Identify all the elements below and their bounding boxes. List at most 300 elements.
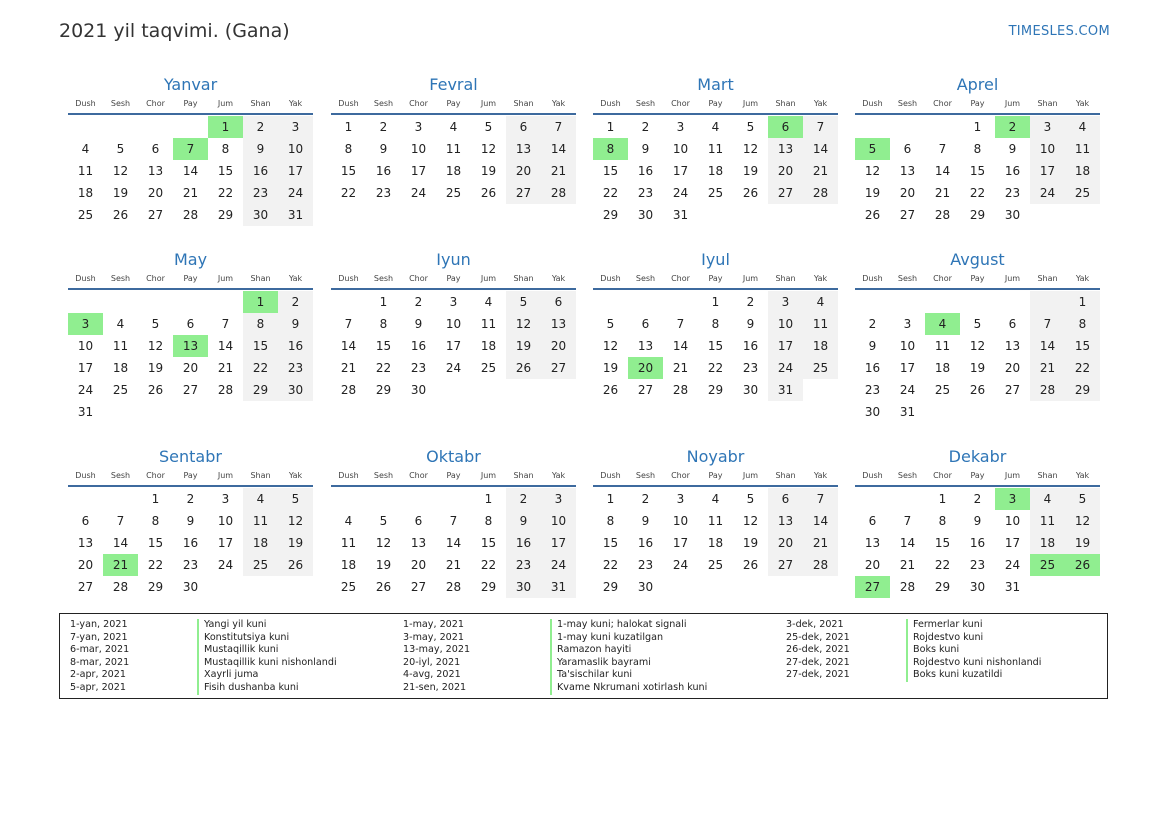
day-cell[interactable]: 8 — [243, 313, 278, 335]
day-cell[interactable]: 6 — [506, 116, 541, 138]
day-cell[interactable]: 3 — [676, 492, 685, 506]
holiday-day[interactable]: 3 — [995, 488, 1030, 510]
day-cell[interactable]: 23 — [278, 357, 313, 379]
day-cell[interactable]: 19 — [742, 164, 759, 178]
day-cell[interactable]: 28 — [541, 182, 576, 204]
day-cell[interactable]: 3 — [768, 291, 803, 313]
holiday-day[interactable]: 3 — [68, 313, 103, 335]
day-cell[interactable]: 27 — [1004, 383, 1021, 397]
day-cell[interactable]: 13 — [637, 339, 654, 353]
day-cell[interactable]: 9 — [641, 142, 650, 156]
day-cell[interactable]: 8 — [484, 514, 493, 528]
day-cell[interactable]: 2 — [641, 120, 650, 134]
day-cell[interactable]: 13 — [768, 510, 803, 532]
day-cell[interactable]: 26 — [506, 357, 541, 379]
day-cell[interactable]: 12 — [602, 339, 619, 353]
day-cell[interactable]: 18 — [480, 339, 497, 353]
day-cell[interactable]: 6 — [868, 514, 877, 528]
holiday-day[interactable]: 1 — [243, 291, 278, 313]
day-cell[interactable]: 22 — [375, 361, 392, 375]
day-cell[interactable]: 30 — [742, 383, 759, 397]
day-cell[interactable]: 17 — [278, 160, 313, 182]
day-cell[interactable]: 16 — [742, 339, 759, 353]
day-cell[interactable]: 10 — [768, 313, 803, 335]
day-cell[interactable]: 19 — [278, 532, 313, 554]
day-cell[interactable]: 23 — [1004, 186, 1021, 200]
day-cell[interactable]: 14 — [340, 339, 357, 353]
day-cell[interactable]: 7 — [1030, 313, 1065, 335]
holiday-day[interactable]: 21 — [103, 554, 138, 576]
day-cell[interactable]: 14 — [182, 164, 199, 178]
day-cell[interactable]: 20 — [541, 335, 576, 357]
day-cell[interactable]: 9 — [1008, 142, 1017, 156]
day-cell[interactable]: 15 — [969, 164, 986, 178]
day-cell[interactable]: 1 — [151, 492, 160, 506]
day-cell[interactable]: 9 — [506, 510, 541, 532]
day-cell[interactable]: 6 — [81, 514, 90, 528]
day-cell[interactable]: 7 — [803, 488, 838, 510]
day-cell[interactable]: 13 — [410, 536, 427, 550]
day-cell[interactable]: 3 — [278, 116, 313, 138]
day-cell[interactable]: 16 — [864, 361, 881, 375]
day-cell[interactable]: 16 — [182, 536, 199, 550]
day-cell[interactable]: 9 — [746, 317, 755, 331]
day-cell[interactable]: 21 — [1030, 357, 1065, 379]
day-cell[interactable]: 12 — [742, 142, 759, 156]
day-cell[interactable]: 26 — [602, 383, 619, 397]
day-cell[interactable]: 26 — [375, 580, 392, 594]
day-cell[interactable]: 27 — [768, 182, 803, 204]
day-cell[interactable]: 15 — [375, 339, 392, 353]
day-cell[interactable]: 29 — [480, 580, 497, 594]
day-cell[interactable]: 28 — [803, 182, 838, 204]
day-cell[interactable]: 22 — [934, 558, 951, 572]
day-cell[interactable]: 3 — [541, 488, 576, 510]
day-cell[interactable]: 5 — [278, 488, 313, 510]
day-cell[interactable]: 20 — [899, 186, 916, 200]
day-cell[interactable]: 27 — [506, 182, 541, 204]
day-cell[interactable]: 12 — [278, 510, 313, 532]
day-cell[interactable]: 19 — [602, 361, 619, 375]
day-cell[interactable]: 24 — [1004, 558, 1021, 572]
day-cell[interactable]: 29 — [707, 383, 724, 397]
day-cell[interactable]: 3 — [903, 317, 912, 331]
day-cell[interactable]: 24 — [410, 186, 427, 200]
day-cell[interactable]: 27 — [147, 208, 164, 222]
day-cell[interactable]: 4 — [484, 295, 493, 309]
day-cell[interactable]: 14 — [803, 138, 838, 160]
day-cell[interactable]: 9 — [278, 313, 313, 335]
day-cell[interactable]: 29 — [969, 208, 986, 222]
day-cell[interactable]: 7 — [221, 317, 230, 331]
day-cell[interactable]: 13 — [768, 138, 803, 160]
day-cell[interactable]: 20 — [768, 532, 803, 554]
day-cell[interactable]: 3 — [414, 120, 423, 134]
day-cell[interactable]: 22 — [480, 558, 497, 572]
day-cell[interactable]: 30 — [278, 379, 313, 401]
day-cell[interactable]: 14 — [934, 164, 951, 178]
day-cell[interactable]: 8 — [711, 317, 720, 331]
day-cell[interactable]: 27 — [899, 208, 916, 222]
day-cell[interactable]: 4 — [803, 291, 838, 313]
day-cell[interactable]: 19 — [506, 335, 541, 357]
day-cell[interactable]: 6 — [641, 317, 650, 331]
day-cell[interactable]: 23 — [637, 186, 654, 200]
holiday-day[interactable]: 25 — [1030, 554, 1065, 576]
day-cell[interactable]: 12 — [1065, 510, 1100, 532]
day-cell[interactable]: 28 — [934, 208, 951, 222]
day-cell[interactable]: 5 — [746, 120, 755, 134]
day-cell[interactable]: 17 — [445, 339, 462, 353]
day-cell[interactable]: 1 — [606, 492, 615, 506]
day-cell[interactable]: 25 — [243, 554, 278, 576]
day-cell[interactable]: 28 — [340, 383, 357, 397]
day-cell[interactable]: 19 — [864, 186, 881, 200]
day-cell[interactable]: 26 — [112, 208, 129, 222]
day-cell[interactable]: 12 — [969, 339, 986, 353]
day-cell[interactable]: 23 — [243, 182, 278, 204]
day-cell[interactable]: 5 — [606, 317, 615, 331]
day-cell[interactable]: 28 — [445, 580, 462, 594]
day-cell[interactable]: 8 — [344, 142, 353, 156]
day-cell[interactable]: 5 — [151, 317, 160, 331]
day-cell[interactable]: 14 — [803, 510, 838, 532]
day-cell[interactable]: 10 — [1030, 138, 1065, 160]
day-cell[interactable]: 3 — [676, 120, 685, 134]
day-cell[interactable]: 26 — [969, 383, 986, 397]
day-cell[interactable]: 24 — [672, 186, 689, 200]
day-cell[interactable]: 25 — [77, 208, 94, 222]
day-cell[interactable]: 30 — [1004, 208, 1021, 222]
day-cell[interactable]: 2 — [641, 492, 650, 506]
day-cell[interactable]: 12 — [864, 164, 881, 178]
day-cell[interactable]: 31 — [278, 204, 313, 226]
day-cell[interactable]: 11 — [1065, 138, 1100, 160]
day-cell[interactable]: 21 — [217, 361, 234, 375]
day-cell[interactable]: 23 — [410, 361, 427, 375]
day-cell[interactable]: 6 — [903, 142, 912, 156]
day-cell[interactable]: 10 — [217, 514, 234, 528]
day-cell[interactable]: 22 — [147, 558, 164, 572]
day-cell[interactable]: 14 — [672, 339, 689, 353]
day-cell[interactable]: 4 — [243, 488, 278, 510]
day-cell[interactable]: 28 — [1030, 379, 1065, 401]
holiday-day[interactable]: 1 — [208, 116, 243, 138]
day-cell[interactable]: 29 — [602, 208, 619, 222]
day-cell[interactable]: 1 — [938, 492, 947, 506]
day-cell[interactable]: 30 — [182, 580, 199, 594]
holiday-day[interactable]: 7 — [173, 138, 208, 160]
day-cell[interactable]: 17 — [768, 335, 803, 357]
day-cell[interactable]: 15 — [934, 536, 951, 550]
day-cell[interactable]: 11 — [934, 339, 951, 353]
holiday-day[interactable]: 20 — [628, 357, 663, 379]
day-cell[interactable]: 24 — [899, 383, 916, 397]
day-cell[interactable]: 20 — [1004, 361, 1021, 375]
day-cell[interactable]: 9 — [868, 339, 877, 353]
day-cell[interactable]: 18 — [1030, 532, 1065, 554]
day-cell[interactable]: 7 — [344, 317, 353, 331]
day-cell[interactable]: 24 — [541, 554, 576, 576]
day-cell[interactable]: 23 — [864, 383, 881, 397]
day-cell[interactable]: 25 — [934, 383, 951, 397]
day-cell[interactable]: 3 — [449, 295, 458, 309]
day-cell[interactable]: 8 — [938, 514, 947, 528]
day-cell[interactable]: 17 — [899, 361, 916, 375]
day-cell[interactable]: 12 — [147, 339, 164, 353]
day-cell[interactable]: 19 — [742, 536, 759, 550]
day-cell[interactable]: 30 — [969, 580, 986, 594]
site-link[interactable]: TIMESLES.COM — [1008, 24, 1110, 39]
day-cell[interactable]: 14 — [445, 536, 462, 550]
day-cell[interactable]: 26 — [864, 208, 881, 222]
day-cell[interactable]: 22 — [707, 361, 724, 375]
day-cell[interactable]: 19 — [480, 164, 497, 178]
day-cell[interactable]: 19 — [147, 361, 164, 375]
day-cell[interactable]: 21 — [445, 558, 462, 572]
day-cell[interactable]: 23 — [637, 558, 654, 572]
day-cell[interactable]: 16 — [637, 164, 654, 178]
day-cell[interactable]: 17 — [1030, 160, 1065, 182]
day-cell[interactable]: 6 — [151, 142, 160, 156]
day-cell[interactable]: 21 — [803, 160, 838, 182]
day-cell[interactable]: 4 — [711, 492, 720, 506]
day-cell[interactable]: 6 — [768, 488, 803, 510]
day-cell[interactable]: 19 — [969, 361, 986, 375]
day-cell[interactable]: 25 — [707, 186, 724, 200]
day-cell[interactable]: 11 — [707, 514, 724, 528]
day-cell[interactable]: 12 — [506, 313, 541, 335]
day-cell[interactable]: 18 — [77, 186, 94, 200]
day-cell[interactable]: 26 — [278, 554, 313, 576]
day-cell[interactable]: 17 — [77, 361, 94, 375]
day-cell[interactable]: 19 — [1065, 532, 1100, 554]
holiday-day[interactable]: 6 — [768, 116, 803, 138]
day-cell[interactable]: 5 — [484, 120, 493, 134]
day-cell[interactable]: 5 — [1065, 488, 1100, 510]
day-cell[interactable]: 10 — [278, 138, 313, 160]
day-cell[interactable]: 29 — [1065, 379, 1100, 401]
day-cell[interactable]: 8 — [606, 514, 615, 528]
day-cell[interactable]: 17 — [217, 536, 234, 550]
day-cell[interactable]: 31 — [541, 576, 576, 598]
day-cell[interactable]: 10 — [1004, 514, 1021, 528]
day-cell[interactable]: 15 — [340, 164, 357, 178]
day-cell[interactable]: 29 — [602, 580, 619, 594]
holiday-day[interactable]: 27 — [855, 576, 890, 598]
day-cell[interactable]: 21 — [541, 160, 576, 182]
day-cell[interactable]: 11 — [340, 536, 357, 550]
day-cell[interactable]: 3 — [221, 492, 230, 506]
day-cell[interactable]: 3 — [1030, 116, 1065, 138]
day-cell[interactable]: 14 — [1030, 335, 1065, 357]
day-cell[interactable]: 8 — [221, 142, 230, 156]
day-cell[interactable]: 9 — [641, 514, 650, 528]
day-cell[interactable]: 26 — [742, 186, 759, 200]
day-cell[interactable]: 8 — [973, 142, 982, 156]
day-cell[interactable]: 15 — [147, 536, 164, 550]
day-cell[interactable]: 23 — [969, 558, 986, 572]
day-cell[interactable]: 20 — [410, 558, 427, 572]
day-cell[interactable]: 15 — [1065, 335, 1100, 357]
day-cell[interactable]: 18 — [1065, 160, 1100, 182]
day-cell[interactable]: 6 — [186, 317, 195, 331]
day-cell[interactable]: 29 — [147, 580, 164, 594]
day-cell[interactable]: 16 — [278, 335, 313, 357]
day-cell[interactable]: 4 — [1030, 488, 1065, 510]
day-cell[interactable]: 22 — [602, 558, 619, 572]
day-cell[interactable]: 21 — [899, 558, 916, 572]
day-cell[interactable]: 18 — [340, 558, 357, 572]
day-cell[interactable]: 9 — [379, 142, 388, 156]
day-cell[interactable]: 28 — [182, 208, 199, 222]
day-cell[interactable]: 29 — [243, 379, 278, 401]
day-cell[interactable]: 24 — [278, 182, 313, 204]
day-cell[interactable]: 27 — [410, 580, 427, 594]
day-cell[interactable]: 18 — [445, 164, 462, 178]
day-cell[interactable]: 15 — [480, 536, 497, 550]
day-cell[interactable]: 24 — [77, 383, 94, 397]
day-cell[interactable]: 27 — [637, 383, 654, 397]
day-cell[interactable]: 1 — [379, 295, 388, 309]
day-cell[interactable]: 10 — [77, 339, 94, 353]
day-cell[interactable]: 28 — [672, 383, 689, 397]
day-cell[interactable]: 24 — [1030, 182, 1065, 204]
holiday-day[interactable]: 4 — [925, 313, 960, 335]
day-cell[interactable]: 11 — [77, 164, 94, 178]
day-cell[interactable]: 5 — [379, 514, 388, 528]
day-cell[interactable]: 12 — [480, 142, 497, 156]
day-cell[interactable]: 25 — [445, 186, 462, 200]
day-cell[interactable]: 11 — [445, 142, 462, 156]
day-cell[interactable]: 21 — [182, 186, 199, 200]
day-cell[interactable]: 15 — [707, 339, 724, 353]
day-cell[interactable]: 2 — [186, 492, 195, 506]
day-cell[interactable]: 13 — [147, 164, 164, 178]
day-cell[interactable]: 21 — [340, 361, 357, 375]
day-cell[interactable]: 5 — [746, 492, 755, 506]
day-cell[interactable]: 2 — [414, 295, 423, 309]
day-cell[interactable]: 25 — [1065, 182, 1100, 204]
day-cell[interactable]: 21 — [672, 361, 689, 375]
day-cell[interactable]: 28 — [112, 580, 129, 594]
day-cell[interactable]: 4 — [449, 120, 458, 134]
day-cell[interactable]: 5 — [506, 291, 541, 313]
day-cell[interactable]: 9 — [414, 317, 423, 331]
day-cell[interactable]: 1 — [711, 295, 720, 309]
day-cell[interactable]: 10 — [445, 317, 462, 331]
day-cell[interactable]: 19 — [375, 558, 392, 572]
day-cell[interactable]: 22 — [340, 186, 357, 200]
day-cell[interactable]: 4 — [1065, 116, 1100, 138]
day-cell[interactable]: 27 — [541, 357, 576, 379]
day-cell[interactable]: 11 — [243, 510, 278, 532]
day-cell[interactable]: 12 — [375, 536, 392, 550]
day-cell[interactable]: 15 — [602, 536, 619, 550]
day-cell[interactable]: 13 — [541, 313, 576, 335]
day-cell[interactable]: 26 — [742, 558, 759, 572]
day-cell[interactable]: 15 — [217, 164, 234, 178]
day-cell[interactable]: 17 — [410, 164, 427, 178]
day-cell[interactable]: 30 — [506, 576, 541, 598]
day-cell[interactable]: 14 — [899, 536, 916, 550]
day-cell[interactable]: 31 — [77, 405, 94, 419]
day-cell[interactable]: 13 — [864, 536, 881, 550]
day-cell[interactable]: 22 — [1065, 357, 1100, 379]
day-cell[interactable]: 20 — [768, 160, 803, 182]
day-cell[interactable]: 25 — [707, 558, 724, 572]
day-cell[interactable]: 17 — [541, 532, 576, 554]
day-cell[interactable]: 8 — [379, 317, 388, 331]
day-cell[interactable]: 13 — [506, 138, 541, 160]
day-cell[interactable]: 6 — [541, 291, 576, 313]
day-cell[interactable]: 16 — [637, 536, 654, 550]
holiday-day[interactable]: 5 — [855, 138, 890, 160]
day-cell[interactable]: 17 — [672, 536, 689, 550]
day-cell[interactable]: 4 — [81, 142, 90, 156]
day-cell[interactable]: 27 — [77, 580, 94, 594]
day-cell[interactable]: 11 — [112, 339, 129, 353]
day-cell[interactable]: 21 — [934, 186, 951, 200]
day-cell[interactable]: 7 — [676, 317, 685, 331]
day-cell[interactable]: 17 — [672, 164, 689, 178]
day-cell[interactable]: 1 — [606, 120, 615, 134]
day-cell[interactable]: 2 — [379, 120, 388, 134]
day-cell[interactable]: 14 — [217, 339, 234, 353]
day-cell[interactable]: 20 — [864, 558, 881, 572]
day-cell[interactable]: 20 — [506, 160, 541, 182]
day-cell[interactable]: 31 — [768, 379, 803, 401]
day-cell[interactable]: 1 — [344, 120, 353, 134]
day-cell[interactable]: 24 — [768, 357, 803, 379]
holiday-day[interactable]: 8 — [593, 138, 628, 160]
day-cell[interactable]: 25 — [340, 580, 357, 594]
day-cell[interactable]: 22 — [217, 186, 234, 200]
day-cell[interactable]: 18 — [934, 361, 951, 375]
day-cell[interactable]: 18 — [803, 335, 838, 357]
day-cell[interactable]: 5 — [973, 317, 982, 331]
day-cell[interactable]: 2 — [868, 317, 877, 331]
day-cell[interactable]: 30 — [637, 208, 654, 222]
day-cell[interactable]: 7 — [116, 514, 125, 528]
day-cell[interactable]: 13 — [1004, 339, 1021, 353]
day-cell[interactable]: 12 — [112, 164, 129, 178]
day-cell[interactable]: 7 — [541, 116, 576, 138]
day-cell[interactable]: 10 — [410, 142, 427, 156]
day-cell[interactable]: 20 — [182, 361, 199, 375]
day-cell[interactable]: 26 — [480, 186, 497, 200]
day-cell[interactable]: 10 — [672, 514, 689, 528]
holiday-day[interactable]: 26 — [1065, 554, 1100, 576]
day-cell[interactable]: 30 — [864, 405, 881, 419]
day-cell[interactable]: 16 — [410, 339, 427, 353]
day-cell[interactable]: 7 — [938, 142, 947, 156]
day-cell[interactable]: 29 — [934, 580, 951, 594]
day-cell[interactable]: 11 — [707, 142, 724, 156]
day-cell[interactable]: 28 — [803, 554, 838, 576]
day-cell[interactable]: 31 — [1004, 580, 1021, 594]
day-cell[interactable]: 11 — [480, 317, 497, 331]
day-cell[interactable]: 27 — [768, 554, 803, 576]
day-cell[interactable]: 10 — [541, 510, 576, 532]
day-cell[interactable]: 11 — [803, 313, 838, 335]
day-cell[interactable]: 2 — [506, 488, 541, 510]
day-cell[interactable]: 1 — [1065, 291, 1100, 313]
day-cell[interactable]: 24 — [445, 361, 462, 375]
day-cell[interactable]: 22 — [969, 186, 986, 200]
day-cell[interactable]: 4 — [344, 514, 353, 528]
day-cell[interactable]: 18 — [707, 536, 724, 550]
